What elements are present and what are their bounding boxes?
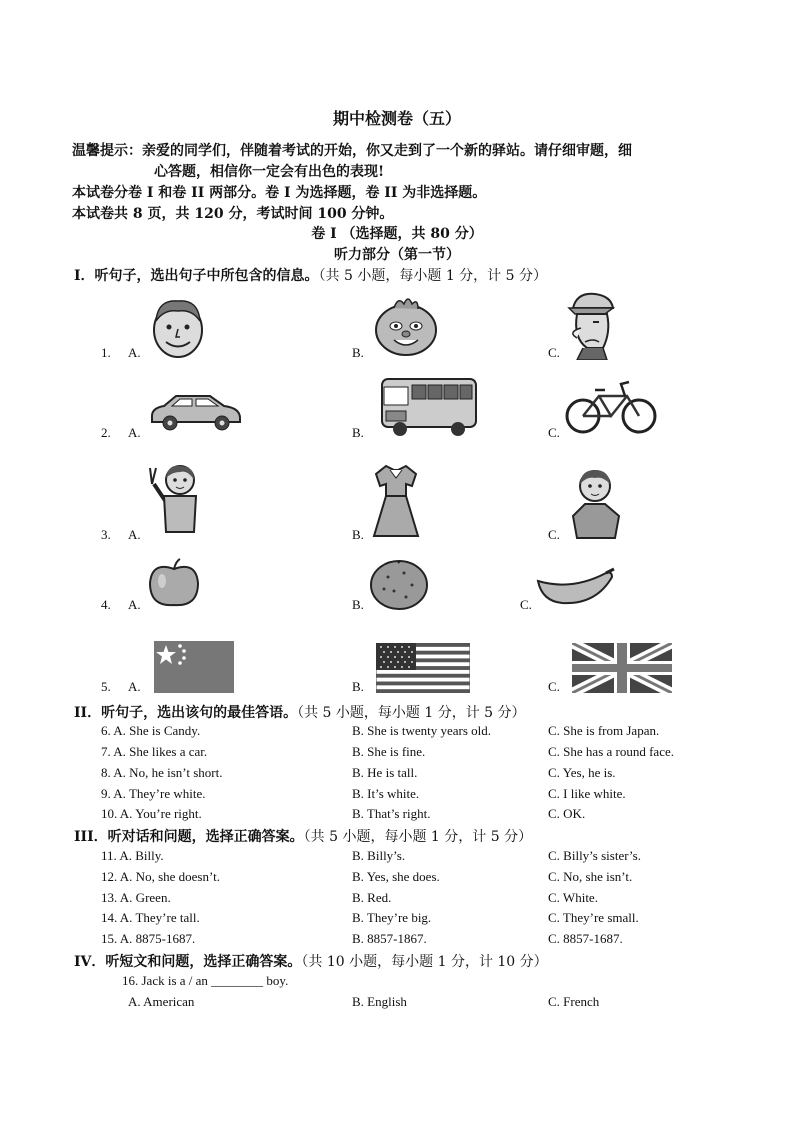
boy-tshirt-icon[interactable] xyxy=(569,466,623,540)
option-a-label: A. xyxy=(128,425,141,440)
question-option-a xyxy=(101,806,202,822)
question-number: 7. xyxy=(101,744,111,759)
option-c-label: C. xyxy=(548,345,560,360)
banana-icon[interactable] xyxy=(536,567,616,607)
question-number: 8. xyxy=(101,765,111,780)
question-number: 4. xyxy=(101,597,111,612)
option-c-text: C. French xyxy=(548,994,600,1009)
notice-line-2: 心答题，相信你一定会有出色的表现! xyxy=(154,164,385,180)
option-b-text: B. Billy’s. xyxy=(352,848,406,863)
question-number: 1. xyxy=(101,345,111,360)
option-b-text: B. 8857-1867. xyxy=(352,931,427,946)
option-b-text: B. Red. xyxy=(352,890,392,905)
option-b-text: B. He is tall. xyxy=(352,765,418,780)
option-c-label: C. xyxy=(520,597,532,612)
option-b-text: B. She is twenty years old. xyxy=(352,723,492,738)
option-a-text: A. No, he isn’t short. xyxy=(113,765,223,780)
section-title: I．听句子，选出句子中所包含的信息。 xyxy=(74,268,319,284)
question-option-a xyxy=(101,744,207,760)
option-a-text: A. American xyxy=(128,994,195,1009)
part1-heading: 卷 I （选择题，共 80 分） xyxy=(311,226,483,242)
option-b-text: B. English xyxy=(352,994,407,1009)
option-b-label: B. xyxy=(352,527,364,542)
section-title: IV．听短文和问题，选择正确答案。 xyxy=(74,954,302,970)
option-c-text: C. 8857-1687. xyxy=(548,931,623,946)
question-option-a xyxy=(101,786,205,802)
question-number: 6. xyxy=(101,723,111,738)
usa-flag-icon[interactable] xyxy=(376,643,470,693)
option-b-label: B. xyxy=(352,679,364,694)
section-note: （共 10 小题，每小题 1 分，计 10 分） xyxy=(301,954,548,970)
option-b-label: B. xyxy=(352,345,364,360)
question-number: 2. xyxy=(101,425,111,440)
option-c-text: C. She is from Japan. xyxy=(548,723,660,738)
question-number: 5. xyxy=(101,679,111,694)
option-b-text: B. She is fine. xyxy=(352,744,426,759)
option-a-text: A. She is Candy. xyxy=(113,723,201,738)
section-note: （共 5 小题，每小题 1 分，计 5 分） xyxy=(318,268,547,284)
question-option-a xyxy=(101,869,220,885)
option-a-text: A. Green. xyxy=(119,890,171,905)
option-b-text: B. That’s right. xyxy=(352,806,431,821)
option-b-text: B. Yes, she does. xyxy=(352,869,440,884)
uk-flag-icon[interactable] xyxy=(572,643,672,693)
girl-waving-icon[interactable] xyxy=(148,462,200,540)
cartoon-face-icon[interactable] xyxy=(368,296,444,358)
question-number: 12. xyxy=(101,869,118,884)
option-c-text: C. She has a round face. xyxy=(548,744,674,759)
question-number: 15. xyxy=(101,931,118,946)
option-a-label: A. xyxy=(128,597,141,612)
option-b-text: B. They’re big. xyxy=(352,910,432,925)
question-option-a xyxy=(101,890,171,906)
question-number: 11. xyxy=(101,848,117,863)
option-a-text: A. They’re tall. xyxy=(119,910,200,925)
question-option-a xyxy=(101,723,200,739)
question-number: 3. xyxy=(101,527,111,542)
option-a-label: A. xyxy=(128,679,141,694)
notice-line-1: 温馨提示：亲爱的同学们，伴随着考试的开始，你又走到了一个新的驿站。请仔细审题，细 xyxy=(72,143,632,159)
option-c-text: C. White. xyxy=(548,890,598,905)
china-flag-icon[interactable] xyxy=(154,641,234,693)
option-c-label: C. xyxy=(548,679,560,694)
option-a-text: A. You’re right. xyxy=(119,806,202,821)
section-1-heading xyxy=(74,265,547,285)
section-note: （共 5 小题，每小题 1 分，计 5 分） xyxy=(297,705,526,721)
question-option-a xyxy=(101,765,222,781)
section-3-heading xyxy=(74,826,532,846)
option-c-text: C. I like white. xyxy=(548,786,626,801)
question-option-a xyxy=(101,910,200,926)
option-a-label: A. xyxy=(128,345,141,360)
option-a-label: A. xyxy=(128,527,141,542)
option-a-text: A. They’re white. xyxy=(113,786,206,801)
section-title: II．听句子，选出该句的最佳答语。 xyxy=(74,705,298,721)
man-cap-face-icon[interactable] xyxy=(563,288,619,360)
info-line-2: 本试卷共 8 页，共 120 分，考试时间 100 分钟。 xyxy=(72,206,394,222)
question-number: 10. xyxy=(101,806,118,821)
section-note: （共 5 小题，每小题 1 分，计 5 分） xyxy=(303,829,533,845)
option-c-text: C. OK. xyxy=(548,806,586,821)
info-line-1: 本试卷分卷 I 和卷 II 两部分。卷 I 为选择题，卷 II 为非选择题。 xyxy=(72,185,487,201)
bicycle-icon[interactable] xyxy=(565,376,657,436)
section-title: III．听对话和问题，选择正确答案。 xyxy=(74,829,304,845)
option-a-text: A. She likes a car. xyxy=(113,744,208,759)
orange-icon[interactable] xyxy=(368,557,430,611)
option-c-text: C. No, she isn’t. xyxy=(548,869,633,884)
option-a-text: A. Billy. xyxy=(119,848,164,863)
option-c-text: C. They’re small. xyxy=(548,910,639,925)
boy-face-icon[interactable] xyxy=(148,295,208,359)
option-b-text: B. It’s white. xyxy=(352,786,420,801)
section-2-heading xyxy=(74,702,526,722)
page-title: 期中检测卷（五） xyxy=(332,109,461,128)
question-16-stem: 16. Jack is a / an ________ boy. xyxy=(122,973,289,988)
option-c-text: C. Yes, he is. xyxy=(548,765,616,780)
option-a-text: A. 8875-1687. xyxy=(119,931,196,946)
option-a-text: A. No, she doesn’t. xyxy=(119,869,220,884)
listening-heading: 听力部分（第一节） xyxy=(334,247,460,263)
bus-icon[interactable] xyxy=(378,375,480,437)
option-c-text: C. Billy’s sister’s. xyxy=(548,848,641,863)
question-option-a xyxy=(101,931,195,947)
option-b-label: B. xyxy=(352,425,364,440)
section-4-heading xyxy=(74,951,548,971)
question-number: 13. xyxy=(101,890,118,905)
question-number: 9. xyxy=(101,786,111,801)
option-b-label: B. xyxy=(352,597,364,612)
dress-icon[interactable] xyxy=(372,462,420,540)
option-c-label: C. xyxy=(548,425,560,440)
question-number: 14. xyxy=(101,910,118,925)
option-c-label: C. xyxy=(548,527,560,542)
car-icon[interactable] xyxy=(148,390,244,434)
question-option-a xyxy=(101,848,164,864)
apple-icon[interactable] xyxy=(146,557,202,609)
